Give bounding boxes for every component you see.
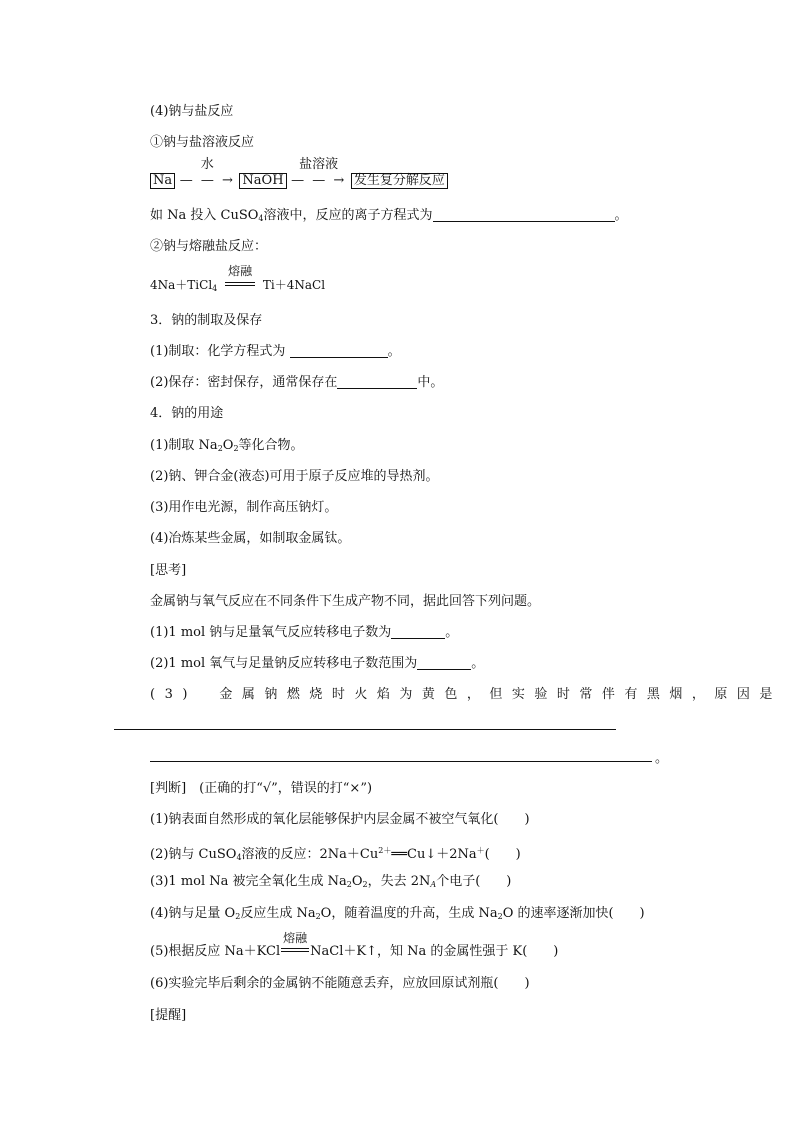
flow-start: Na [150, 173, 175, 189]
flow-arrow1-label: 水 [200, 157, 214, 172]
cuso4-prefix: 如 Na 投入 CuSO [150, 208, 259, 223]
flow-arrow1-shaft: — — → [179, 173, 235, 188]
j4-pre: (4)钠与足量 O [150, 906, 236, 921]
answer-blank-q1[interactable] [391, 624, 445, 639]
use1-mid: O [222, 438, 234, 453]
judge-3 [150, 873, 511, 894]
cuso4-sub: 4 [258, 214, 264, 223]
prep-text: (1)制取：化学方程式为 [150, 344, 286, 359]
j3-pre: (3)1 mol Na 被完全氧化生成 Na [150, 874, 347, 889]
think-q2 [150, 655, 484, 673]
use-3: (3)用作电光源，制作高压钠灯。 [150, 500, 338, 515]
store-question [150, 374, 443, 392]
section-3-title: 3．钠的制取及保存 [150, 313, 263, 328]
judge-title: [判断] (正确的打“√”，错误的打“×”) [150, 781, 373, 796]
j4-sub1: 2 [235, 912, 241, 921]
think-q1 [150, 624, 458, 642]
eq-condition: 熔融 [228, 264, 253, 278]
j2-pre: (2)钠与 CuSO [150, 847, 237, 862]
j3-sub2: 2 [362, 880, 368, 889]
j3-sub1: 2 [346, 880, 352, 889]
j2-sup2: ＋ [476, 846, 485, 855]
j4-sub2: 2 [315, 912, 321, 921]
judge-6: (6)实验完毕后剩余的金属钠不能随意丢弃，应放回原试剂瓶( ) [150, 976, 530, 991]
answer-line-q3-a[interactable] [114, 729, 616, 730]
think-intro: 金属钠与氧气反应在不同条件下生成产物不同，据此回答下列问题。 [150, 594, 541, 609]
j5-mid: NaCl＋K↑，知 Na 的金属性强于 K( ) [310, 944, 559, 959]
q1-text: (1)1 mol 钠与足量氧气反应转移电子数为 [150, 625, 392, 640]
answer-blank-prep[interactable] [290, 343, 388, 358]
use-2: (2)钠、钾合金(液态)可用于原子反应堆的导热剂。 [150, 469, 439, 484]
j3-sub-a: A [430, 880, 437, 889]
j4-mid2: O，随着温度的升高，生成 Na [320, 906, 498, 921]
j3-end: 个电子( ) [436, 874, 512, 889]
j4-post: O 的速率逐渐加快( ) [502, 906, 645, 921]
flow-arrow2-label: 盐溶液 [299, 157, 339, 172]
j3-mid: O [351, 874, 363, 889]
answer-blank-store[interactable] [337, 374, 417, 389]
answer-blank-ionic-equation[interactable] [433, 207, 615, 222]
period: 。 [387, 344, 401, 359]
ticl4-equation [150, 264, 326, 298]
subsection-molten-salt: ②钠与熔融盐反应： [150, 239, 268, 254]
store-post: 中。 [417, 375, 444, 390]
j4-mid: 反应生成 Na [240, 906, 316, 921]
section-4-title: (4)钠与盐反应 [150, 104, 234, 119]
judge-5 [150, 931, 559, 961]
j5-condition: 熔融 [283, 931, 308, 945]
prep-question [150, 343, 401, 361]
cuso4-question [150, 207, 628, 228]
j2-mid: 溶液的反应：2Na＋Cu [241, 847, 379, 862]
judge-4 [150, 905, 645, 926]
flow-arrow-water [179, 157, 235, 190]
think-title: [思考] [150, 563, 187, 578]
use1-post: 等化合物。 [238, 438, 304, 453]
use-4: (4)冶炼某些金属，如制取金属钛。 [150, 531, 351, 546]
flow-arrow-salt [291, 157, 347, 190]
j5-pre: (5)根据反应 Na＋KCl [150, 944, 281, 959]
use1-sub1: 2 [217, 444, 223, 453]
cuso4-mid: 溶液中，反应的离子方程式为 [263, 208, 433, 223]
j2-sub: 4 [236, 853, 242, 862]
eq-right: Ti＋4NaCl [262, 278, 326, 292]
period: 。 [445, 625, 459, 640]
j4-sub3: 2 [497, 912, 503, 921]
period: 。 [614, 208, 628, 223]
flow-mid: NaOH [239, 173, 286, 189]
period: 。 [655, 751, 669, 766]
equals-sign [223, 264, 257, 294]
answer-blank-q2[interactable] [417, 655, 471, 670]
section-4b-title: 4．钠的用途 [150, 406, 224, 421]
j2-eq: ══Cu↓＋2Na [391, 847, 477, 862]
use1-sub2: 2 [233, 444, 239, 453]
use-1 [150, 437, 304, 458]
judge-1: (1)钠表面自然形成的氧化层能够保护内层金属不被空气氧化( ) [150, 812, 530, 827]
think-q3: (3) 金属钠燃烧时火焰为黄色，但实验时常伴有黑烟，原因是 [150, 687, 782, 702]
flow-end: 发生复分解反应 [351, 173, 448, 189]
q2-text: (2)1 mol 氧气与足量钠反应转移电子数范围为 [150, 656, 418, 671]
reaction-flow [150, 157, 448, 190]
answer-line-q3-b[interactable] [150, 761, 652, 762]
period: 。 [471, 656, 485, 671]
use1-pre: (1)制取 Na [150, 438, 218, 453]
j5-equals-sign [280, 931, 310, 961]
j2-sup1: 2＋ [378, 846, 392, 855]
subsection-salt-solution: ①钠与盐溶液反应 [150, 135, 255, 150]
judge-2 [150, 842, 521, 867]
remind-title: [提醒] [150, 1008, 187, 1023]
j3-post: ，失去 2N [367, 874, 431, 889]
eq-left-sub: 4 [212, 284, 218, 293]
j2-post: ( ) [484, 847, 521, 862]
store-pre: (2)保存：密封保存，通常保存在 [150, 375, 338, 390]
flow-arrow2-shaft: — — → [291, 173, 347, 188]
eq-left: 4Na＋TiCl [150, 278, 213, 292]
